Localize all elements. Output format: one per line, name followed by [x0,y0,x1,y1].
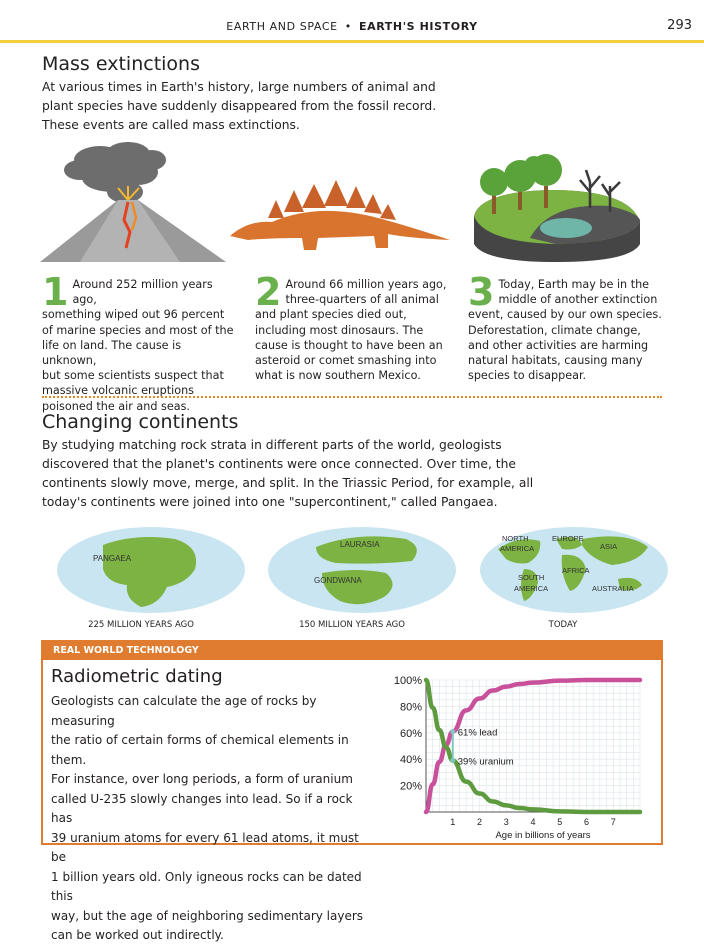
map-label: PANGAEA [93,554,132,563]
y-tick-label: 20% [399,780,422,793]
map-label: LAURASIA [340,540,380,549]
text-line: way, but the age of neighboring sedimentary layers [51,908,364,923]
item-line: poisoned the air and seas. [42,399,190,413]
intro-line: These events are called mass extinctions. [42,118,300,132]
item-number: 2 [255,270,282,314]
map-caption: 150 MILLION YEARS AGO [299,620,405,630]
map-label: AUSTRALIA [592,584,634,593]
item-line: but some scientists suspect that [42,369,224,383]
map-label: EUROPE [552,534,584,543]
item-line: life on land. The cause is unknown, [42,338,182,368]
running-head [0,20,704,33]
changing-continents-title: Changing continents [42,411,239,433]
intro-line: plant species have suddenly disappeared from the fossil record. [42,99,437,113]
item-line: Today, Earth may be in the [498,278,650,291]
item-line: species to disappear. [468,369,587,383]
map-today [478,525,670,615]
map-label: AMERICA [514,584,549,593]
x-tick-label: 1 [450,817,456,827]
item-line: what is now southern Mexico. [255,369,421,383]
map-label: NORTH [502,534,529,543]
section-divider [42,396,662,398]
annotation-point [450,729,455,734]
item-line: including most dinosaurs. The [255,323,424,337]
page-number: 293 [667,18,692,33]
intro-line: At various times in Earth's history, large numbers of animal and [42,80,436,94]
text-line: 1 billion years old. Only igneous rocks can be dated this [51,869,362,903]
map-caption: 225 MILLION YEARS AGO [88,620,194,630]
deforestation-illustration [470,152,646,264]
item-line: of marine species and most of the [42,323,234,337]
mass-extinctions-intro [42,78,436,135]
item-line: asteroid or comet smashing into [255,354,437,368]
item-line: natural habitats, causing many [468,354,643,368]
extinction-item-3 [468,270,678,383]
text-line: the ratio of certain forms of chemical elements in them. [51,733,349,767]
x-tick-label: 3 [503,817,509,827]
intro-line: today's continents were joined into one "supercontinent," called Pangaea. [42,495,498,509]
radiometric-text [51,692,377,946]
y-tick-label: 60% [399,727,422,740]
item-line: cause is thought to have been an [255,338,443,352]
page-header [0,0,704,42]
item-number: 1 [42,270,69,314]
chapter-name: EARTH'S HISTORY [358,20,478,33]
text-line: called U-235 slowly changes into lead. So if a rock has [51,791,353,825]
intro-line: continents slowly move, merge, and split. In the Triassic Period, for example, all [42,476,534,490]
map-label: AMERICA [500,544,535,553]
annotation-label: 39% uranium [457,756,514,768]
item-line: three-quarters of all animal [285,293,439,307]
mass-extinctions-title: Mass extinctions [42,53,200,75]
item-line: massive volcanic eruptions [42,384,194,398]
item-number: 3 [468,270,495,314]
item-line: event, caused by our own species. [468,308,662,322]
item-line: Around 252 million years ago, [72,278,213,307]
text-line: For instance, over long periods, a form of uranium [51,772,353,786]
ash-cloud [64,142,166,203]
decay-chart [380,668,650,843]
map-label: AFRICA [562,566,590,575]
map-laurasia-gondwana [266,525,458,615]
volcano-illustration [40,140,230,265]
radiometric-title: Radiometric dating [51,666,223,687]
dinosaur-body [230,211,450,250]
annotation-label: 61% lead [457,727,498,739]
map-label: ASIA [600,542,618,551]
y-tick-label: 40% [399,754,422,767]
annotation-point [450,758,455,763]
y-tick-label: 80% [399,701,422,714]
map-label: SOUTH [518,573,545,582]
extinction-item-1 [42,270,238,414]
tree-canopies [480,154,562,196]
box-banner: REAL WORLD TECHNOLOGY [43,642,661,660]
x-tick-label: 5 [557,817,563,827]
section-name: EARTH AND SPACE [226,20,338,33]
y-tick-label: 100% [393,675,422,687]
extinction-item-2 [255,270,451,383]
chart-labels [450,727,514,767]
item-line: and other activities are harming [468,338,649,352]
item-line: Around 66 million years ago, [285,278,447,291]
item-line: something wiped out 96 percent [42,308,225,322]
header-rule [0,40,704,43]
map-pangaea [55,525,247,615]
map-label: GONDWANA [314,576,362,585]
x-tick-label: 7 [610,817,616,827]
text-line: 39 uranium atoms for every 61 lead atoms, it must be [51,830,359,864]
intro-line: discovered that the planet's continents were once connected. Over time, the [42,457,516,471]
map-caption: TODAY [548,620,578,630]
pond [540,218,592,238]
text-line: can be worked out indirectly. [51,928,224,942]
x-tick-label: 4 [530,817,536,827]
item-line: middle of another extinction [498,293,658,307]
x-tick-label: 6 [583,817,590,827]
item-line: and plant species died out, [255,308,407,322]
item-line: Deforestation, climate change, [468,323,641,337]
changing-continents-intro [42,436,533,512]
chart-grid [426,680,640,812]
separator: • [344,20,352,33]
intro-line: By studying matching rock strata in different parts of the world, geologists [42,438,502,452]
text-line: Geologists can calculate the age of rocks by measuring [51,694,317,728]
x-tick-label: 2 [476,817,483,827]
x-axis-label: Age in billions of years [495,830,591,841]
dinosaur-illustration [228,178,454,253]
